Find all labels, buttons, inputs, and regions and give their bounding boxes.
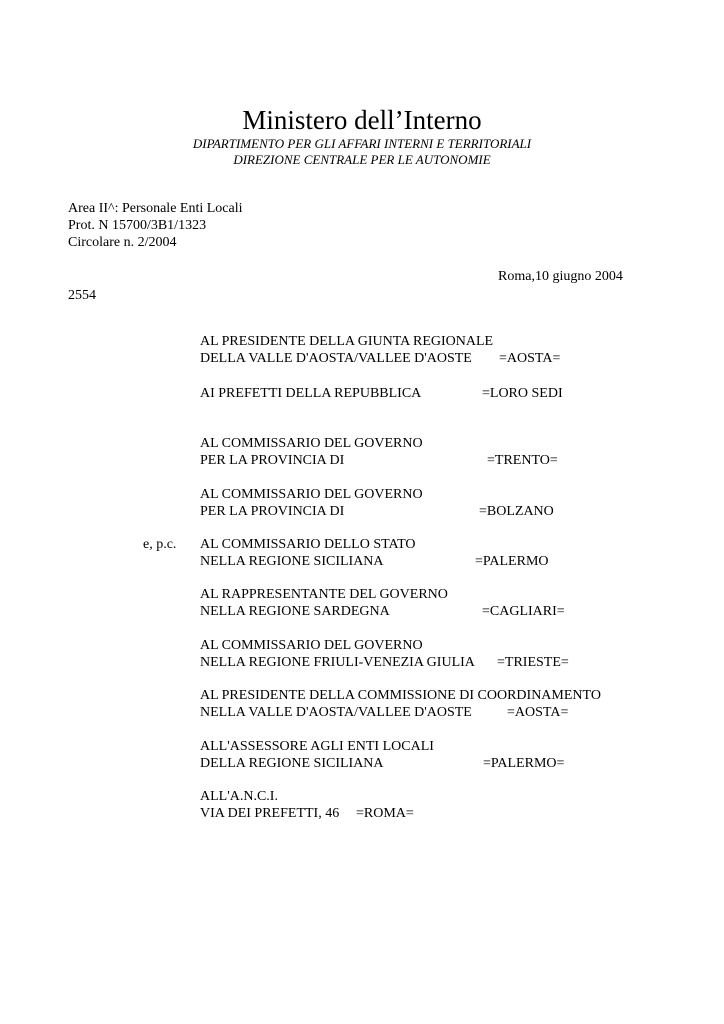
recipient-location: =PALERMO (475, 553, 549, 569)
recipient-block (200, 587, 680, 620)
recipient-location: =ROMA= (356, 805, 414, 821)
circular-number: Circolare n. 2/2004 (68, 235, 177, 250)
recipient-location: =TRIESTE= (497, 654, 569, 670)
recipient-line2: PER LA PROVINCIA DI (200, 452, 345, 468)
recipient-block (200, 537, 680, 570)
recipient-block (200, 487, 680, 520)
recipient-line1: AL COMMISSARIO DEL GOVERNO (200, 487, 423, 502)
cc-label: e, p.c. (143, 537, 177, 552)
recipient-block (200, 436, 680, 469)
recipient-line2: DELLA VALLE D'AOSTA/VALLEE D'AOSTE (200, 350, 472, 366)
department-heading: DIPARTIMENTO PER GLI AFFARI INTERNI E TERRITORIALI (192, 136, 532, 151)
recipient-block (200, 334, 680, 367)
recipient-block (200, 688, 680, 721)
recipient-line2: NELLA REGIONE SICILIANA (200, 553, 384, 569)
recipient-line2: DELLA REGIONE SICILIANA (200, 755, 384, 771)
recipient-line1: AL COMMISSARIO DEL GOVERNO (200, 638, 423, 653)
recipient-block (200, 386, 680, 403)
recipient-block (200, 789, 680, 822)
protocol-number: Prot. N 15700/3B1/1323 (68, 218, 207, 233)
recipient-line2: PER LA PROVINCIA DI (200, 503, 345, 519)
recipient-line1: ALL'ASSESSORE AGLI ENTI LOCALI (200, 739, 434, 754)
place-date: Roma,10 giugno 2004 (498, 269, 623, 284)
area-label: Area II^: Personale Enti Locali (68, 201, 243, 216)
recipient-line1: AL COMMISSARIO DELLO STATO (200, 537, 416, 552)
recipient-line2: NELLA VALLE D'AOSTA/VALLEE D'AOSTE (200, 704, 472, 720)
ministry-title: Ministero dell’Interno (242, 105, 482, 135)
recipient-line2: NELLA REGIONE SARDEGNA (200, 603, 390, 619)
recipient-block (200, 739, 680, 772)
recipient-line1: AL PRESIDENTE DELLA COMMISSIONE DI COORDINAMENTO (200, 688, 601, 703)
recipient-location: =AOSTA= (499, 350, 561, 366)
recipient-line1: AL PRESIDENTE DELLA GIUNTA REGIONALE (200, 334, 494, 349)
recipient-line1: AL COMMISSARIO DEL GOVERNO (200, 436, 423, 451)
document-number: 2554 (68, 288, 96, 303)
recipient-location: =AOSTA= (507, 704, 569, 720)
recipient-location: =BOLZANO (479, 503, 554, 519)
recipient-location: =LORO SEDI (482, 386, 563, 401)
recipient-location: =PALERMO= (483, 755, 565, 771)
recipient-location: =TRENTO= (487, 452, 558, 468)
recipient-line1: AI PREFETTI DELLA REPUBBLICA (200, 386, 422, 401)
recipient-line2: NELLA REGIONE FRIULI-VENEZIA GIULIA (200, 654, 475, 670)
recipient-location: =CAGLIARI= (482, 603, 565, 619)
recipient-line1: AL RAPPRESENTANTE DEL GOVERNO (200, 587, 448, 602)
recipient-line2: VIA DEI PREFETTI, 46 (200, 805, 340, 821)
directorate-heading: DIREZIONE CENTRALE PER LE AUTONOMIE (233, 152, 491, 167)
recipient-line1: ALL'A.N.C.I. (200, 789, 278, 804)
recipient-block (200, 638, 680, 671)
